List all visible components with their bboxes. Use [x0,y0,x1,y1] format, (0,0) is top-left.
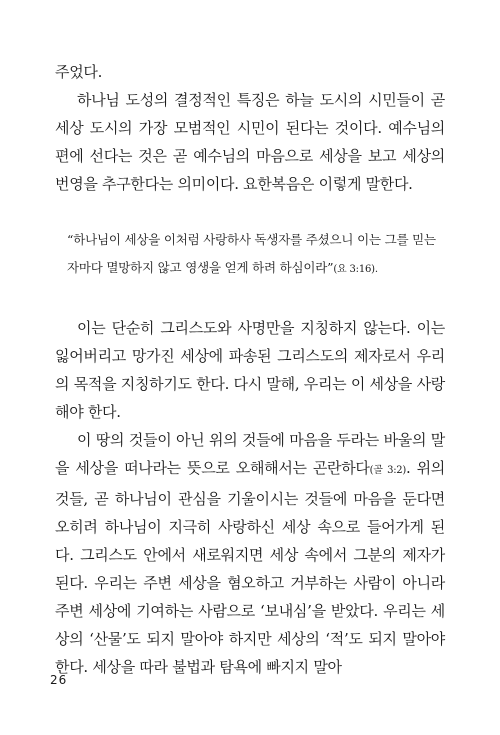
paragraph-3 [55,426,445,681]
page-body [55,58,445,681]
paragraph-2: 이는 단순히 그리스도와 사명만을 지칭하지 않는다. 이는 잃어버리고 망가진 세상에 파송된 그리스도의 제자로서 우리의 목적을 지칭하기도 한다. 다시 말해, 우리는 이 세상을 사랑해야 한다. [55,319,445,421]
quote-text: “하나님이 세상을 이처럼 사랑하사 독생자를 주셨으니 이는 그를 믿는 자마다 멸망하지 않고 영생을 얻게 하려 하심이라” [67,232,436,275]
paragraph-3-part-a: 이 땅의 것들이 아닌 위의 것들에 마음을 두라는 바울의 말을 세상을 떠나라는 뜻으로 오해해서는 곤란하다 [55,431,445,477]
page-number: 26 [50,673,68,687]
paragraph-3-part-b: . 위의 것들, 곧 하나님이 관심을 기울이시는 것들에 마음을 둔다면 오히려 하나님이 지극히 사랑하신 세상 속으로 들어가게 된다. 그리스도 안에서 새로워지면 세상 속에서 그분의 제자가 된다. 우리는 주변 세상을 혐오하고 거부하는 사람이 아니라 주변 세상에 기여하는 사람으로 ‘보내심’을 받았다. 우리는 세상의 ‘산물’도 되지 말아야 하지만 세상의 ‘적’도 되지 말아야 한다. 세상을 따라 불법과 탐욕에 빠지지 말아 [55,459,445,676]
paragraph-1: 하나님 도성의 결정적인 특징은 하늘 도시의 시민들이 곧 세상 도시의 가장 모범적인 시민이 된다는 것이다. 예수님의 편에 선다는 것은 곧 예수님의 마음으로 세상을 보고 세상의 번영을 추구한다는 의미이다. 요한복음은 이렇게 말한다. [55,91,445,193]
quote-reference: (요 3:16). [333,264,378,275]
paragraph-continuation: 주었다. [55,63,103,81]
paragraph-3-reference: (골 3:2) [369,465,406,476]
scripture-quote [55,226,445,284]
